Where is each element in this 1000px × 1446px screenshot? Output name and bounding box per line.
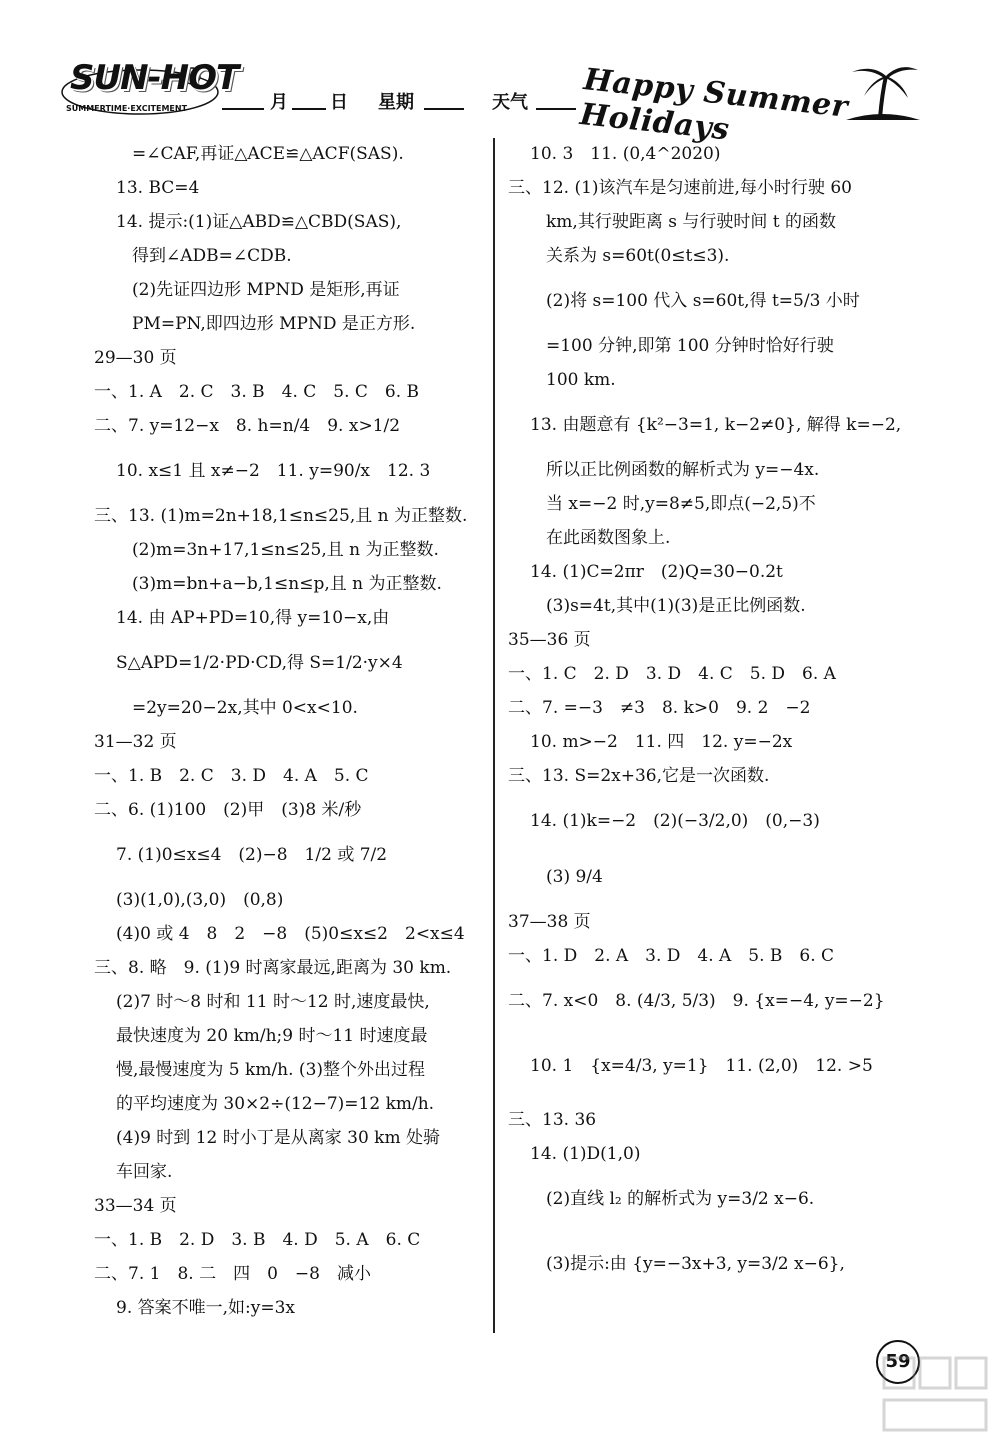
answer-line: 10. 3 11. (0,4^2020) [530,144,721,164]
weekday-blank [424,108,464,110]
day-blank [292,108,326,110]
answer-line: km,其行驶距离 s 与行驶时间 t 的函数 [546,212,836,232]
answer-line: 一、1. C 2. D 3. D 4. C 5. D 6. A [508,664,836,684]
answer-line: S△APD=1/2·PD·CD,得 S=1/2·y×4 [116,653,403,673]
answer-line: 一、1. B 2. D 3. B 4. D 5. A 6. C [94,1230,421,1250]
day-label: 日 [330,92,348,113]
answer-line: 二、7. x<0 8. (4/3, 5/3) 9. {x=−4, y=−2} [508,991,885,1011]
answer-line: 三、13. S=2x+36,它是一次函数. [508,766,770,786]
answer-line: 14. (1)C=2πr (2)Q=30−0.2t [530,562,783,582]
answer-line: (2)7 时～8 时和 11 时～12 时,速度最快, [116,992,430,1012]
answer-line: 三、13. 36 [508,1110,597,1130]
weekday-label: 星期 [378,92,414,113]
answer-line: 14. 由 AP+PD=10,得 y=10−x,由 [116,608,390,628]
answer-line: (4)9 时到 12 时小丁是从离家 30 km 处骑 [116,1128,441,1148]
answer-line: (4)0 或 4 8 2 −8 (5)0≤x≤2 2<x≤4 [116,924,465,944]
answer-line: (3) 9/4 [546,867,603,887]
answer-line: 13. BC=4 [116,178,200,198]
answer-line: =∠CAF,再证△ACE≌△ACF(SAS). [132,144,404,164]
answer-line: 关系为 s=60t(0≤t≤3). [546,246,730,266]
answer-line: 二、7. 1 8. 二 四 0 −8 减小 [94,1264,371,1284]
answer-line: (2)直线 l₂ 的解析式为 y=3/2 x−6. [546,1189,815,1209]
answer-line: 35—36 页 [508,630,591,650]
answer-line: (2)先证四边形 MPND 是矩形,再证 [132,280,400,300]
page-header [0,0,1000,148]
answer-line: 33—34 页 [94,1196,177,1216]
month-label: 月 [270,92,288,113]
answer-line: 14. (1)k=−2 (2)(−3/2,0) (0,−3) [530,811,820,831]
answer-line: 14. 提示:(1)证△ABD≌△CBD(SAS), [116,212,402,232]
answer-line: 三、8. 略 9. (1)9 时离家最远,距离为 30 km. [94,958,452,978]
answer-line: 三、12. (1)该汽车是匀速前进,每小时行驶 60 [508,178,852,198]
answer-line: (3)m=bn+a−b,1≤n≤p,且 n 为正整数. [132,574,442,594]
logo-subtitle: SUMMERTIME·EXCITEMENT [66,104,188,113]
weather-blank [536,108,576,110]
answer-line: (3)提示:由 {y=−3x+3, y=3/2 x−6}, [546,1254,845,1274]
happy-summer-banner: Happy Summer Holidays [578,62,850,148]
answer-line: 29—30 页 [94,348,177,368]
answer-line: 二、6. (1)100 (2)甲 (3)8 米/秒 [94,800,362,820]
answer-line: (3)(1,0),(3,0) (0,8) [116,890,284,910]
left-answer-column [96,137,488,1325]
answer-line: (2)m=3n+17,1≤n≤25,且 n 为正整数. [132,540,439,560]
answer-line: =100 分钟,即第 100 分钟时恰好行驶 [546,336,834,356]
answer-line: 当 x=−2 时,y=8≠5,即点(−2,5)不 [546,494,816,514]
answer-line: 9. 答案不唯一,如:y=3x [116,1298,296,1318]
answer-line: 10. 1 {x=4/3, y=1} 11. (2,0) 12. >5 [530,1056,873,1076]
answer-line: 二、7. y=12−x 8. h=n/4 9. x>1/2 [94,416,401,436]
watermark-logo [880,1348,990,1438]
answer-line: 最快速度为 20 km/h;9 时～11 时速度最 [116,1026,428,1046]
answer-line: 14. (1)D(1,0) [530,1144,641,1164]
logo-text: SUN-HOT [70,58,239,98]
answer-line: 三、13. (1)m=2n+18,1≤n≤25,且 n 为正整数. [94,506,468,526]
answer-line: 7. (1)0≤x≤4 (2)−8 1/2 或 7/2 [116,845,388,865]
weather-label: 天气 [492,92,528,113]
answer-line: 10. x≤1 且 x≠−2 11. y=90/x 12. 3 [116,461,431,481]
answer-line: 一、1. B 2. C 3. D 4. A 5. C [94,766,369,786]
answer-line: 37—38 页 [508,912,591,932]
answer-line: 在此函数图象上. [546,528,671,548]
answer-line: (3)s=4t,其中(1)(3)是正比例函数. [546,596,806,616]
answer-line: 所以正比例函数的解析式为 y=−4x. [546,460,820,480]
month-blank [222,108,264,110]
answer-line: 一、1. D 2. A 3. D 4. A 5. B 6. C [508,946,835,966]
answer-line: 慢,最慢速度为 5 km/h. (3)整个外出过程 [116,1060,426,1080]
answer-line: 100 km. [546,370,616,390]
right-answer-column [510,137,930,1301]
answer-line: (2)将 s=100 代入 s=60t,得 t=5/3 小时 [546,291,860,311]
answer-line: 10. m>−2 11. 四 12. y=−2x [530,732,793,752]
answer-line: PM=PN,即四边形 MPND 是正方形. [132,314,416,334]
answer-line: 的平均速度为 30×2÷(12−7)=12 km/h. [116,1094,435,1114]
answer-line: 13. 由题意有 {k²−3=1, k−2≠0}, 解得 k=−2, [530,415,902,435]
answer-line: 得到∠ADB=∠CDB. [132,246,292,266]
answer-line: 二、7. =−3 ≠3 8. k>0 9. 2 −2 [508,698,811,718]
page-number: 59 [876,1340,920,1384]
column-divider [493,138,495,1333]
answer-line: =2y=20−2x,其中 0<x<10. [132,698,358,718]
answer-line: 一、1. A 2. C 3. B 4. C 5. C 6. B [94,382,420,402]
answer-line: 31—32 页 [94,732,177,752]
palm-tree-icon [842,58,922,122]
answer-line: 车回家. [116,1162,173,1182]
